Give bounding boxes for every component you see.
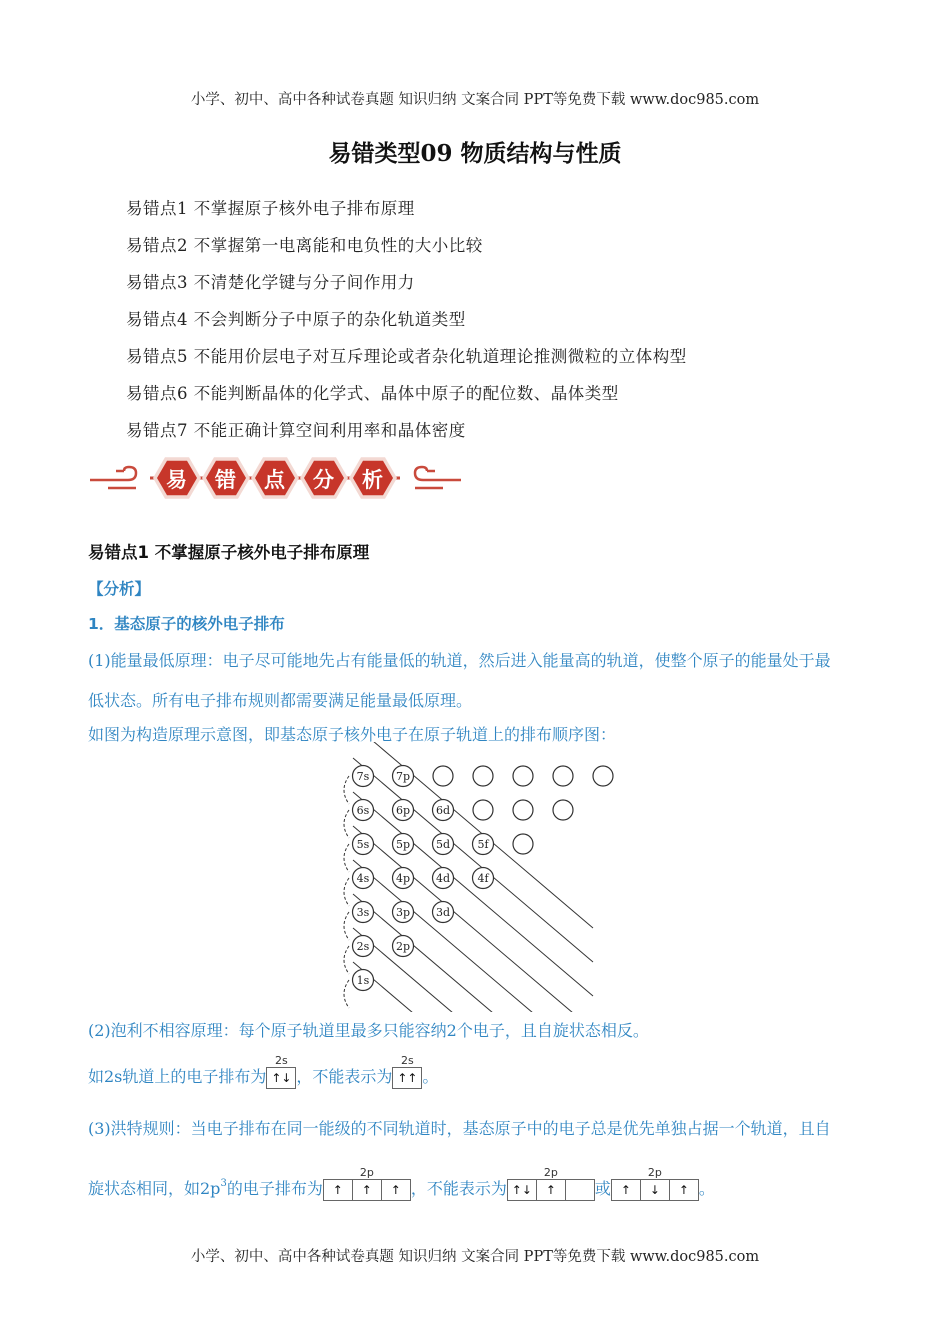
orbital-2p-wrong-b bbox=[611, 1166, 699, 1201]
orbital-label: 3p bbox=[395, 906, 411, 919]
section-banner bbox=[88, 453, 463, 503]
aufbau-arrow bbox=[353, 894, 593, 1012]
orbital-label: 2s bbox=[356, 940, 370, 953]
page-footer: 小学、初中、高中各种试卷真题 知识归纳 文案合同 PPT等免费下载 www.doc985.com bbox=[190, 1249, 760, 1265]
orbital-box: ↓ bbox=[641, 1180, 670, 1200]
orbital-box: ↑ bbox=[612, 1180, 641, 1200]
hund-text-e: 。 bbox=[698, 1179, 715, 1198]
banner-char-2: 错 bbox=[215, 468, 236, 492]
aufbau-arrow bbox=[353, 792, 593, 996]
aufbau-arrow bbox=[353, 758, 593, 962]
orbital-label: 4p bbox=[395, 872, 411, 885]
aufbau-arrow bbox=[353, 826, 593, 1012]
orbital-2p-wrong-a bbox=[507, 1166, 595, 1201]
orbital-label: 2s bbox=[401, 1054, 414, 1067]
paragraph-3: (2)泡利不相容原理：每个原子轨道里最多只能容纳2个电子，且自旋状态相反。 bbox=[88, 1021, 649, 1040]
paragraph-5: (3)洪特规则：当电子排布在同一能级的不同轨道时，基态原子中的电子总是优先单独占据一个轨道，且自 bbox=[88, 1119, 831, 1138]
paragraph-2: 如图为构造原理示意图，即基态原子核外电子在原子轨道上的排布顺序图： bbox=[88, 725, 617, 744]
banner-char-5: 析 bbox=[362, 468, 383, 492]
orbital-box-row bbox=[392, 1067, 422, 1089]
orbital-box-row bbox=[266, 1067, 296, 1089]
pauli-example-line bbox=[88, 1054, 438, 1089]
aufbau-loop bbox=[344, 878, 349, 906]
page-title: 易错类型09 物质结构与性质 bbox=[328, 140, 622, 167]
pauli-text-a: 如2s轨道上的电子排布为 bbox=[88, 1067, 267, 1086]
orbital-circle bbox=[513, 800, 533, 820]
orbital-box: ↑ bbox=[353, 1180, 382, 1200]
analysis-label: 【分析】 bbox=[88, 580, 151, 598]
orbital-box: ↑↓ bbox=[271, 1071, 292, 1085]
banner-char-3: 点 bbox=[264, 468, 285, 492]
page-header: 小学、初中、高中各种试卷真题 知识归纳 文案合同 PPT等免费下载 www.doc985.com bbox=[190, 92, 760, 108]
aufbau-arrow bbox=[353, 962, 593, 1012]
banner-char-1: 易 bbox=[166, 468, 187, 492]
orbital-label: 2p bbox=[359, 1166, 374, 1179]
orbital-label: 5f bbox=[477, 838, 489, 851]
banner-char-4: 分 bbox=[313, 468, 334, 492]
orbital-label: 4d bbox=[435, 872, 451, 885]
orbital-circle bbox=[473, 766, 493, 786]
orbital-circle bbox=[553, 766, 573, 786]
orbital-label: 2s bbox=[275, 1054, 288, 1067]
orbital-label: 2p bbox=[647, 1166, 662, 1179]
toc-item-2: 易错点2 不掌握第一电离能和电负性的大小比较 bbox=[126, 236, 483, 255]
aufbau-loop bbox=[344, 776, 349, 804]
aufbau-diagram bbox=[330, 742, 630, 1012]
toc-item-3: 易错点3 不清楚化学键与分子间作用力 bbox=[126, 273, 415, 292]
orbital-2s-wrong bbox=[392, 1054, 422, 1089]
hund-text-a: 旋状态相同，如2p bbox=[88, 1179, 221, 1198]
aufbau-loop bbox=[344, 946, 349, 974]
toc-item-4: 易错点4 不会判断分子中原子的杂化轨道类型 bbox=[126, 310, 466, 329]
orbital-label: 6p bbox=[395, 804, 411, 817]
aufbau-loop bbox=[344, 810, 349, 838]
section-title: 易错点1 不掌握原子核外电子排布原理 bbox=[88, 543, 370, 562]
hund-example-line bbox=[88, 1166, 715, 1201]
superscript-3: 3 bbox=[220, 1178, 227, 1189]
orbital-box: ↑ bbox=[390, 1183, 401, 1197]
orbital-circle bbox=[593, 766, 613, 786]
orbital-box: ↑ bbox=[324, 1180, 353, 1200]
orbital-circle bbox=[553, 800, 573, 820]
orbital-circle bbox=[433, 766, 453, 786]
toc-item-5: 易错点5 不能用价层电子对互斥理论或者杂化轨道理论推测微粒的立体构型 bbox=[126, 347, 687, 366]
orbital-circle bbox=[473, 800, 493, 820]
orbital-box: ↑ bbox=[678, 1183, 689, 1197]
orbital-2s-correct bbox=[266, 1054, 296, 1089]
hund-text-b: 的电子排布为 bbox=[226, 1179, 323, 1198]
orbital-label: 6d bbox=[435, 804, 451, 817]
paragraph-1-line-1: (1)能量最低原理：电子尽可能地先占有能量低的轨道，然后进入能量高的轨道，使整个原子的能量处于最 bbox=[88, 651, 831, 670]
orbital-box: ↑↓ bbox=[508, 1180, 537, 1200]
orbital-box-row bbox=[507, 1179, 595, 1201]
orbital-circle bbox=[513, 766, 533, 786]
orbital-label: 5s bbox=[356, 838, 370, 851]
orbital-box-row bbox=[323, 1179, 411, 1201]
orbital-label: 5p bbox=[395, 838, 411, 851]
orbital-label: 3s bbox=[356, 906, 370, 919]
orbital-label: 2p bbox=[543, 1166, 558, 1179]
orbital-label: 4s bbox=[356, 872, 370, 885]
aufbau-loop bbox=[344, 980, 349, 1008]
orbital-label: 3d bbox=[435, 906, 451, 919]
paragraph-1-line-2: 低状态。所有电子排布规则都需要满足能量最低原理。 bbox=[88, 691, 473, 710]
pauli-text-c: 。 bbox=[422, 1067, 439, 1086]
subsection-title: 1．基态原子的核外电子排布 bbox=[88, 615, 285, 633]
orbital-box: ↑ bbox=[537, 1180, 566, 1200]
aufbau-loop bbox=[344, 912, 349, 940]
pauli-text-b: ，不能表示为 bbox=[296, 1067, 393, 1086]
aufbau-loop bbox=[344, 844, 349, 872]
orbital-label: 2p bbox=[395, 940, 411, 953]
aufbau-diagram-svg bbox=[330, 742, 630, 1012]
toc-item-6: 易错点6 不能判断晶体的化学式、晶体中原子的配位数、晶体类型 bbox=[126, 384, 619, 403]
orbital-label: 6s bbox=[356, 804, 370, 817]
orbital-box-row bbox=[611, 1179, 699, 1201]
toc-item-1: 易错点1 不掌握原子核外电子排布原理 bbox=[126, 199, 415, 218]
hund-text-d: 或 bbox=[594, 1179, 611, 1198]
orbital-label: 1s bbox=[356, 974, 370, 987]
orbital-box: ↑↑ bbox=[397, 1071, 418, 1085]
orbital-2p-correct bbox=[323, 1166, 411, 1201]
orbital-circle bbox=[513, 834, 533, 854]
orbital-label: 7p bbox=[395, 770, 411, 783]
orbital-box bbox=[566, 1180, 594, 1200]
orbital-label: 7s bbox=[356, 770, 370, 783]
orbital-label: 4f bbox=[477, 872, 489, 885]
toc-item-7: 易错点7 不能正确计算空间利用率和晶体密度 bbox=[126, 421, 466, 440]
hund-text-c: ，不能表示为 bbox=[410, 1179, 507, 1198]
orbital-label: 5d bbox=[435, 838, 451, 851]
